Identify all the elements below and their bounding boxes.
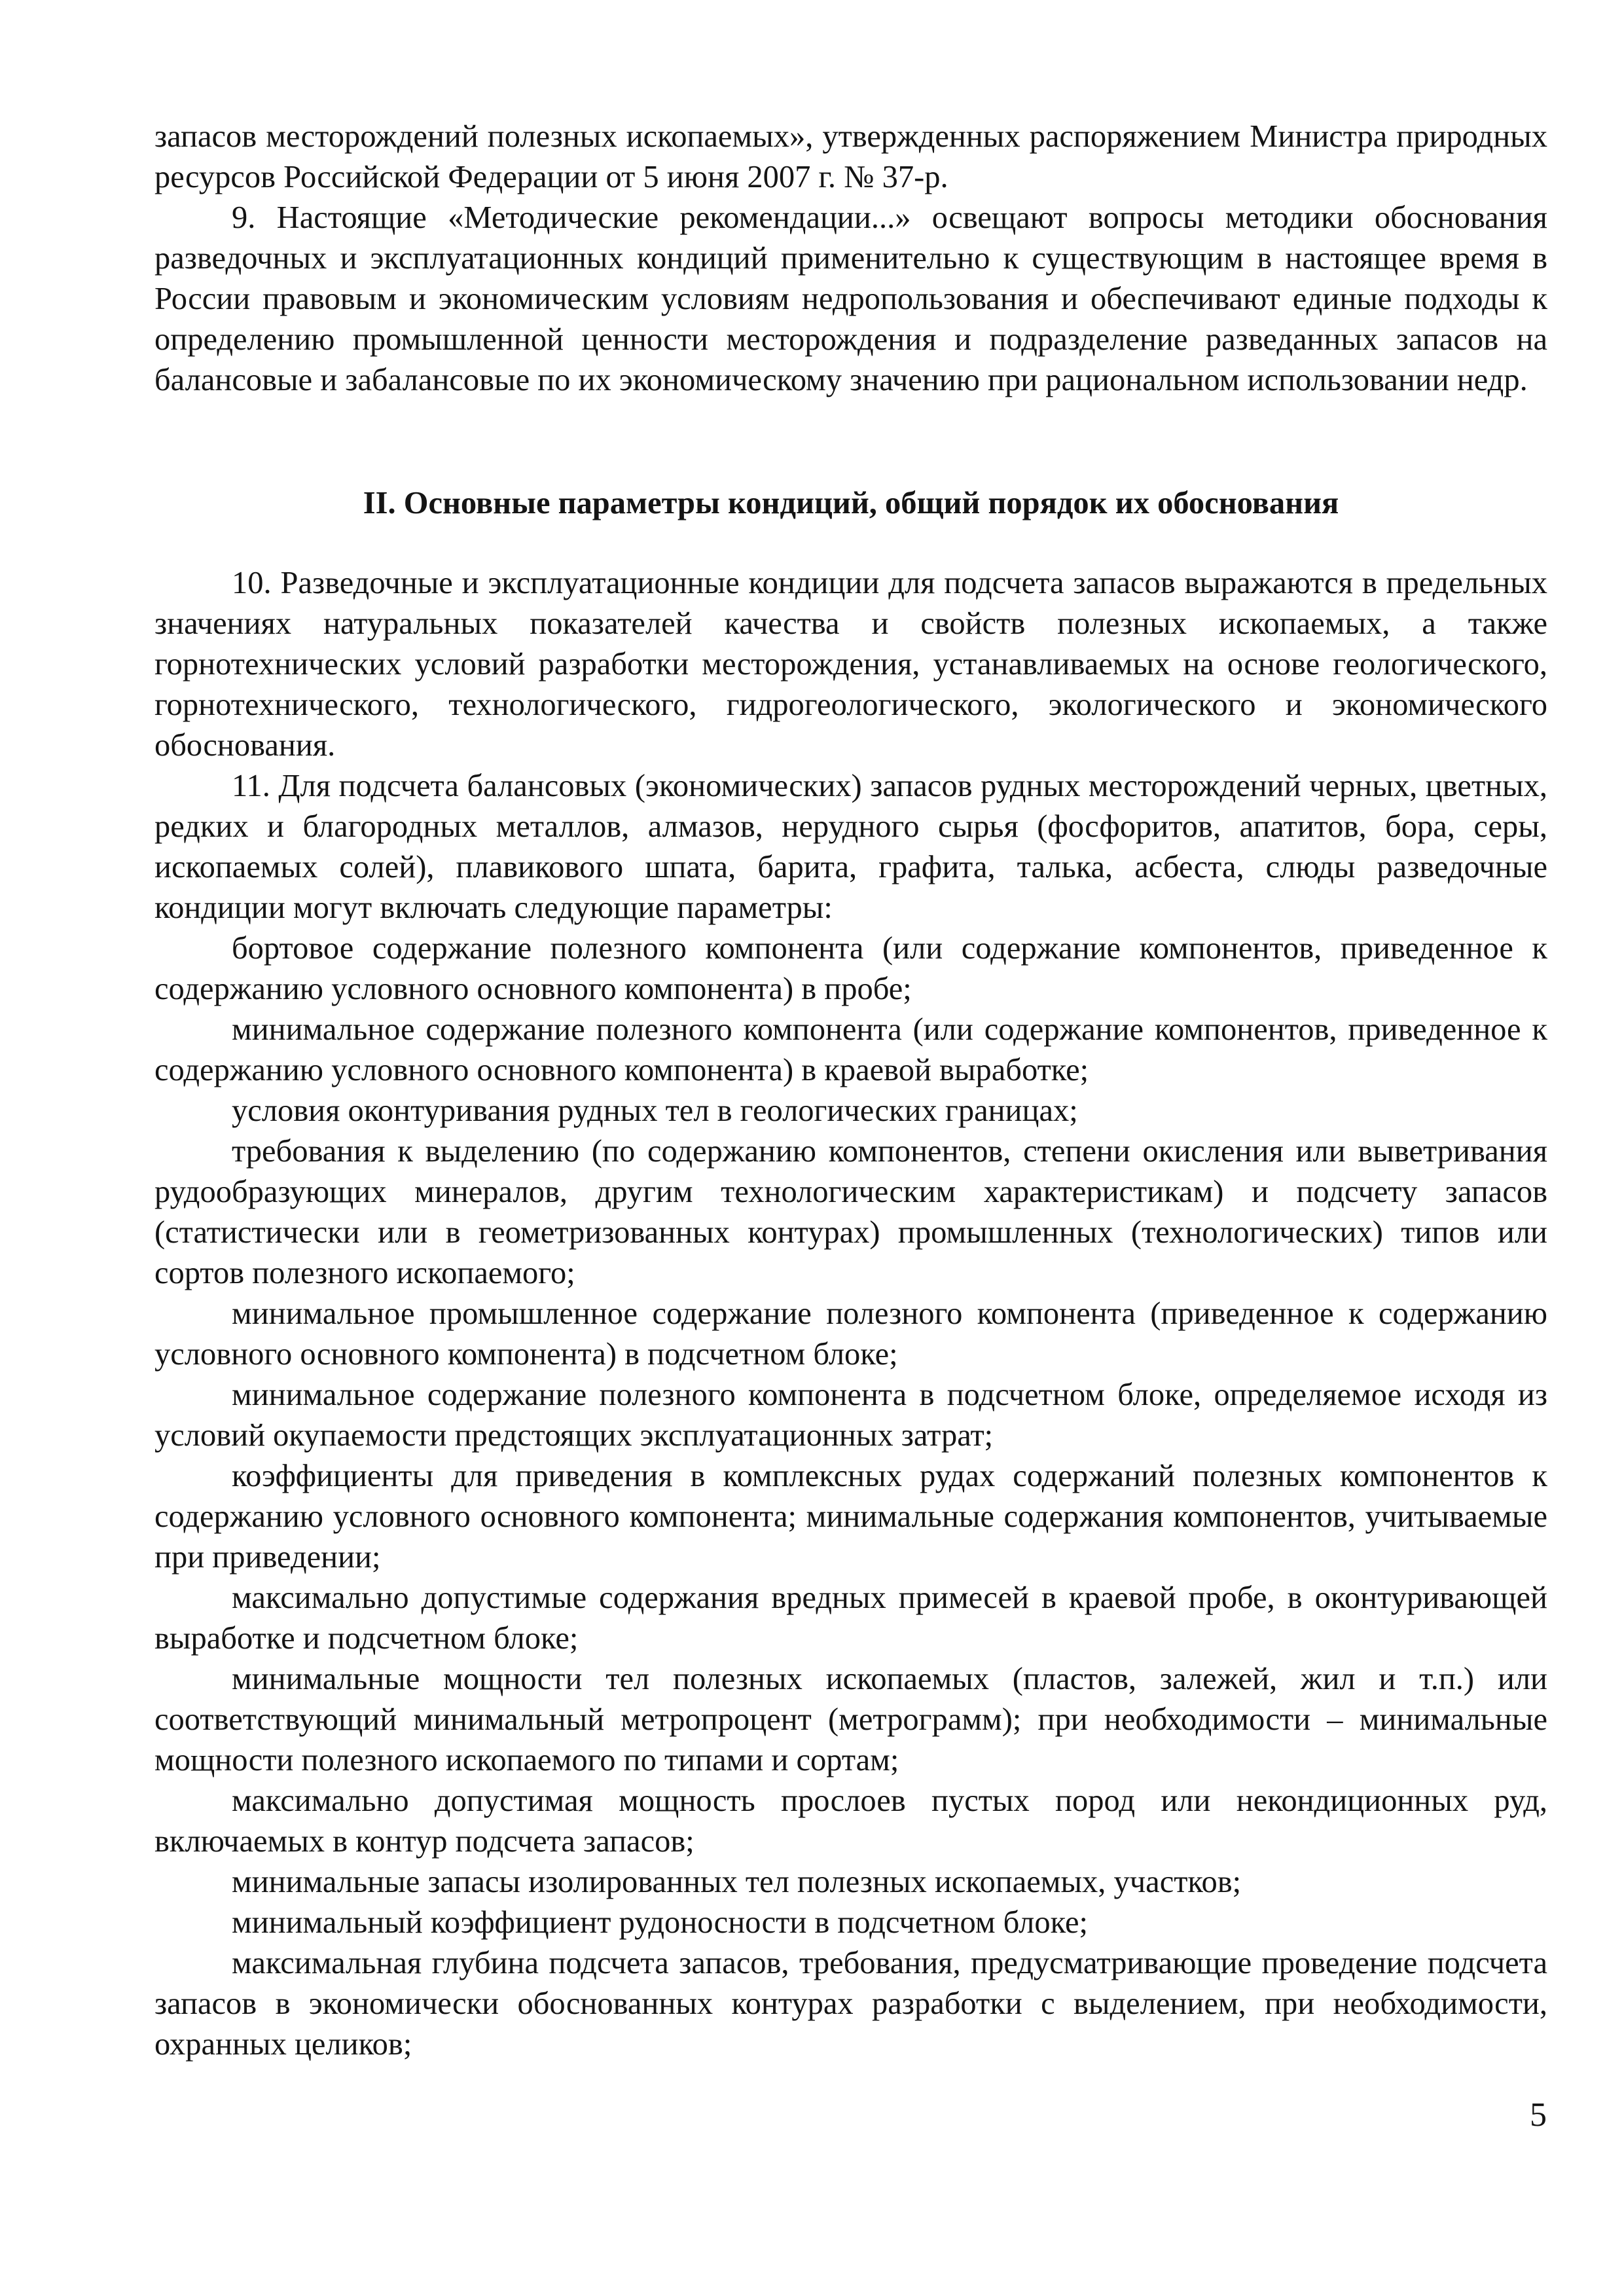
list-item-ore-types: требования к выделению (по содержанию компонентов, степени окисления или выветривания рудообразующих минералов, другим технологическим характеристикам) и подсчету запасов (статистически или в геометризованных контурах) промышленных (технологических) типов или сортов полезного ископаемого; [154,1134,1547,1290]
list-item-min-reserves: минимальные запасы изолированных тел полезных ископаемых, участков; [232,1865,1242,1899]
list-item-contouring: условия оконтуривания рудных тел в геологических границах; [232,1093,1078,1128]
list-item-max-depth: максимальная глубина подсчета запасов, требования, предусматривающие проведение подсчета запасов в экономически обоснованных контурах разработки с выделением, при необходимости, охранных целиков; [154,1946,1547,2062]
list-item-ore-coefficient: минимальный коэффициент рудоносности в подсчетном блоке; [232,1905,1088,1940]
section-heading: II. Основные параметры кондиций, общий порядок их обоснования [363,486,1339,520]
list-item-max-interlayer: максимально допустимая мощность прослоев пустых пород или некондиционных руд, включаемых в контур подсчета запасов; [154,1783,1547,1859]
page-number: 5 [1530,2096,1547,2134]
list-item-coefficients: коэффициенты для приведения в комплексных рудах содержаний полезных компонентов к содержанию условного основного компонента; минимальные содержания компонентов, учитываемые при приведении; [154,1459,1547,1575]
paragraph-item-11: 11. Для подсчета балансовых (экономических) запасов рудных месторождений черных, цветных, редких и благородных металлов, алмазов, нерудного сырья (фосфоритов, апатитов, бора, серы, ископаемых солей), плавикового шпата, барита, графита, талька, асбеста, слюды разведочные кондиции могут включать следующие параметры: [154,769,1547,925]
list-item-min-thickness: минимальные мощности тел полезных ископаемых (пластов, залежей, жил и т.п.) или соответствующий минимальный метропроцент (метрограмм); при необходимости – минимальные мощности полезного ископаемого по типами и сортам; [154,1662,1547,1777]
document-page [154,117,1547,2065]
list-item-harmful-impurities: максимально допустимые содержания вредных примесей в краевой пробе, в оконтуривающей выработке и подсчетном блоке; [154,1580,1547,1656]
paragraph-item-9: 9. Настоящие «Методические рекомендации...» освещают вопросы методики обоснования разведочных и эксплуатационных кондиций применительно к существующим в настоящее время в России правовым и экономическим условиям недропользования и обеспечивают единые подходы к определению промышленной ценности месторождения и подразделение разведанных запасов на балансовые и забалансовые по их экономическому значению при рациональном использовании недр. [154,200,1547,397]
list-item-cutoff-grade: бортовое содержание полезного компонента (или содержание компонентов, приведенное к содержанию условного основного компонента) в пробе; [154,931,1547,1006]
paragraph-item-10: 10. Разведочные и эксплуатационные кондиции для подсчета запасов выражаются в предельных значениях натуральных показателей качества и свойств полезных ископаемых, а также горнотехнических условий разработки месторождения, устанавливаемых на основе геологического, горнотехнического, технологического, гидрогеологического, экологического и экономического обоснования. [154,566,1547,763]
list-item-min-grade-payback: минимальное содержание полезного компонента в подсчетном блоке, определяемое исходя из условий окупаемости предстоящих эксплуатационных затрат; [154,1377,1547,1453]
list-item-min-industrial-grade: минимальное промышленное содержание полезного компонента (приведенное к содержанию условного основного компонента) в подсчетном блоке; [154,1296,1547,1372]
paragraph-continuation: запасов месторождений полезных ископаемых», утвержденных распоряжением Министра природных ресурсов Российской Федерации от 5 июня 2007 г. № 37-р. [154,119,1547,194]
list-item-min-grade-edge: минимальное содержание полезного компонента (или содержание компонентов, приведенное к содержанию условного основного компонента) в краевой выработке; [154,1012,1547,1087]
